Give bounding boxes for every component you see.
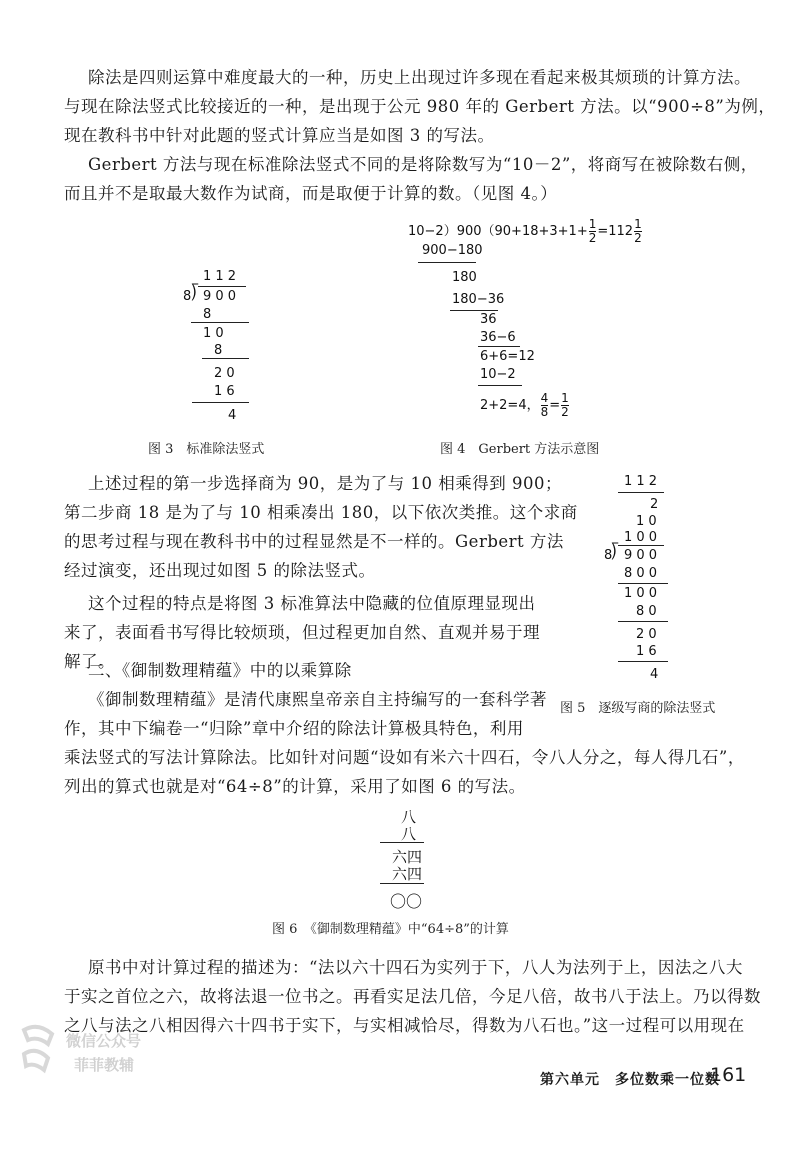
fig4-line8 — [480, 392, 570, 419]
fig4-line7: 10−2 — [480, 367, 516, 382]
fig5-b: 1 0 — [636, 514, 657, 529]
fig5-divisor: 8 — [604, 548, 613, 563]
fig5-quotient: 1 1 2 — [624, 474, 658, 489]
fig4-line5: 36−6 — [480, 330, 516, 345]
fig5-h: 1 6 — [636, 644, 657, 659]
fig4-frac3 — [541, 392, 549, 419]
para5-line4: 列出的算式也就是对“64÷8”的计算，采用了如图 6 的写法。 — [64, 777, 526, 796]
fig4-frac2-den: 2 — [634, 231, 642, 245]
para6-line1: 原书中对计算过程的描述为：“法以六十四石为实列于下，八人为法列于上，因法之八大 — [88, 958, 743, 977]
fig3-rule1 — [191, 322, 249, 323]
fig6-rule1 — [380, 842, 424, 843]
para2-line1: Gerbert 方法与现在标准除法竖式不同的是将除数写为“10－2”，将商写在被除数右侧， — [88, 155, 758, 174]
fig4-frac2-num: 1 — [634, 217, 642, 231]
fig6-row4: 六四 — [392, 865, 423, 883]
fig3-divisor: 8 — [183, 289, 192, 304]
para2-line2: 而且并不是取最大数作为试商，而是取便于计算的数。（见图 4。） — [64, 184, 558, 203]
fig5-rule-f — [618, 621, 668, 622]
fig3-caption: 图 3 标准除法竖式 — [148, 442, 265, 457]
fig5-c: 1 0 0 — [624, 530, 658, 545]
fig5-bracket: ⟌ — [611, 543, 619, 564]
fig4-frac4-den: 2 — [561, 405, 569, 419]
fig3-row5: 1 6 — [214, 384, 235, 399]
para5-line3: 乘法竖式的写法计算除法。比如针对问题“设如有米六十四石，令八人分之，每人得几石”， — [64, 748, 745, 767]
fig4-rule3 — [478, 346, 520, 347]
fig3-quotient: 1 1 2 — [203, 269, 237, 284]
fig4-line2: 180 — [452, 270, 477, 285]
watermark-logo-icon — [18, 1024, 58, 1078]
fig6-row1: 八 — [401, 808, 417, 826]
watermark — [18, 1018, 178, 1088]
fig5-rule-h — [618, 661, 668, 662]
fig5-d: 8 0 0 — [624, 566, 658, 581]
para3-line1: 上述过程的第一步选择商为 90，是为了与 10 相乘得到 900； — [88, 474, 562, 493]
fig6-rule2 — [380, 883, 424, 884]
fig4-line8-text: 2+2=4， — [480, 398, 540, 413]
fig4-caption: 图 4 Gerbert 方法示意图 — [440, 442, 600, 457]
fig5-dividend: 9 0 0 — [624, 548, 658, 563]
fig5-i: 4 — [650, 667, 659, 682]
fig4-eq: =112 — [597, 224, 634, 239]
para3-line4: 经过演变，还出现过如图 5 的除法竖式。 — [64, 561, 376, 580]
fig3-row6: 4 — [228, 408, 237, 423]
fig4-head-text: 10−2）900（90+18+3+1+ — [408, 224, 588, 239]
fig3-quotient-rule — [198, 286, 246, 287]
para5-line2: 作，其中下编卷一“归除”章中介绍的除法计算极具特色，利用 — [64, 719, 524, 738]
fig4-frac4 — [561, 392, 569, 419]
watermark-line2: 菲菲教辅 — [74, 1056, 135, 1074]
para6-line2: 于实之首位之六，故将法退一位书之。再看实足法几倍，今足八倍，故书八于法上。乃以得数 — [64, 987, 761, 1006]
fig6-caption: 图 6 《御制数理精蕴》中“64÷8”的计算 — [272, 922, 509, 937]
fig4-rule2 — [450, 310, 498, 311]
fig4-frac2 — [634, 218, 642, 245]
para1-line2: 与现在除法竖式比较接近的一种，是出现于公元 980 年的 Gerbert 方法。以“900÷8”为例， — [64, 97, 776, 116]
fig4-line8-eq: = — [549, 398, 561, 413]
fig4-line1: 900−180 — [422, 243, 483, 258]
fig3-rule2 — [202, 358, 249, 359]
fig5-g: 2 0 — [636, 627, 657, 642]
footer-unit: 第六单元 多位数乘一位数 — [540, 1072, 720, 1088]
fig3-rule3 — [192, 402, 249, 403]
fig5-rule-c — [618, 545, 664, 546]
para3-line3: 的思考过程与现在教科书中的过程显然是不一样的。Gerbert 方法 — [64, 532, 564, 551]
fig3-row4: 2 0 — [214, 366, 235, 381]
fig5-a: 2 — [650, 497, 659, 512]
para4-line2: 来了，表面看书写得比较烦琐，但过程更加自然、直观并易于理 — [64, 623, 540, 642]
fig3-row3: 8 — [214, 343, 223, 358]
fig3-bracket: ⟌ — [191, 284, 199, 305]
para3-line2: 第二步商 18 是为了与 10 相乘凑出 180，以下依次类推。这个求商 — [64, 503, 578, 522]
fig4-line6: 6+6=12 — [480, 349, 535, 364]
fig3-row2: 1 0 — [203, 326, 224, 341]
fig4-frac4-num: 1 — [561, 391, 569, 405]
para1-line1: 除法是四则运算中难度最大的一种，历史上出现过许多现在看起来极其烦琐的计算方法。 — [88, 68, 751, 87]
para4-line1: 这个过程的特点是将图 3 标准算法中隐藏的位值原理显现出 — [88, 594, 536, 613]
para5-line1: 《御制数理精蕴》是清代康熙皇帝亲自主持编写的一套科学著 — [88, 690, 547, 709]
para6-line3: 之八与法之八相因得六十四书于实下，与实相减恰尽，得数为八石也。”这一过程可以用现在 — [64, 1016, 745, 1035]
fig4-frac1-num: 1 — [588, 217, 597, 231]
fig4-frac1 — [589, 218, 597, 245]
page-number: 161 — [710, 1064, 747, 1086]
fig6-row3: 六四 — [392, 848, 423, 866]
section-heading: 二、《御制数理精蕴》中的以乘算除 — [88, 661, 352, 680]
fig4-frac3-den: 8 — [540, 405, 549, 419]
watermark-line1: 微信公众号 — [66, 1032, 142, 1050]
fig5-e: 1 0 0 — [624, 586, 658, 601]
fig5-rule-d — [618, 583, 668, 584]
fig5-caption: 图 5 逐级写商的除法竖式 — [560, 701, 716, 716]
fig5-rule-q — [618, 492, 664, 493]
fig4-rule4 — [478, 385, 522, 386]
fig6-row5: 〇〇 — [390, 892, 423, 911]
fig5-f: 8 0 — [636, 604, 657, 619]
fig4-frac3-num: 4 — [540, 391, 549, 405]
fig3-dividend: 9 0 0 — [203, 289, 237, 304]
fig4-frac1-den: 2 — [588, 231, 597, 245]
para1-line3: 现在教科书中针对此题的竖式计算应当是如图 3 的写法。 — [64, 126, 495, 145]
fig6-row2: 八 — [401, 825, 417, 843]
fig3-row1: 8 — [203, 307, 212, 322]
fig4-rule1 — [418, 262, 476, 263]
fig4-head — [408, 218, 643, 245]
para4-line3: 解了。 — [64, 652, 115, 671]
fig4-line4: 36 — [480, 312, 497, 327]
fig4-line3: 180−36 — [452, 292, 505, 307]
